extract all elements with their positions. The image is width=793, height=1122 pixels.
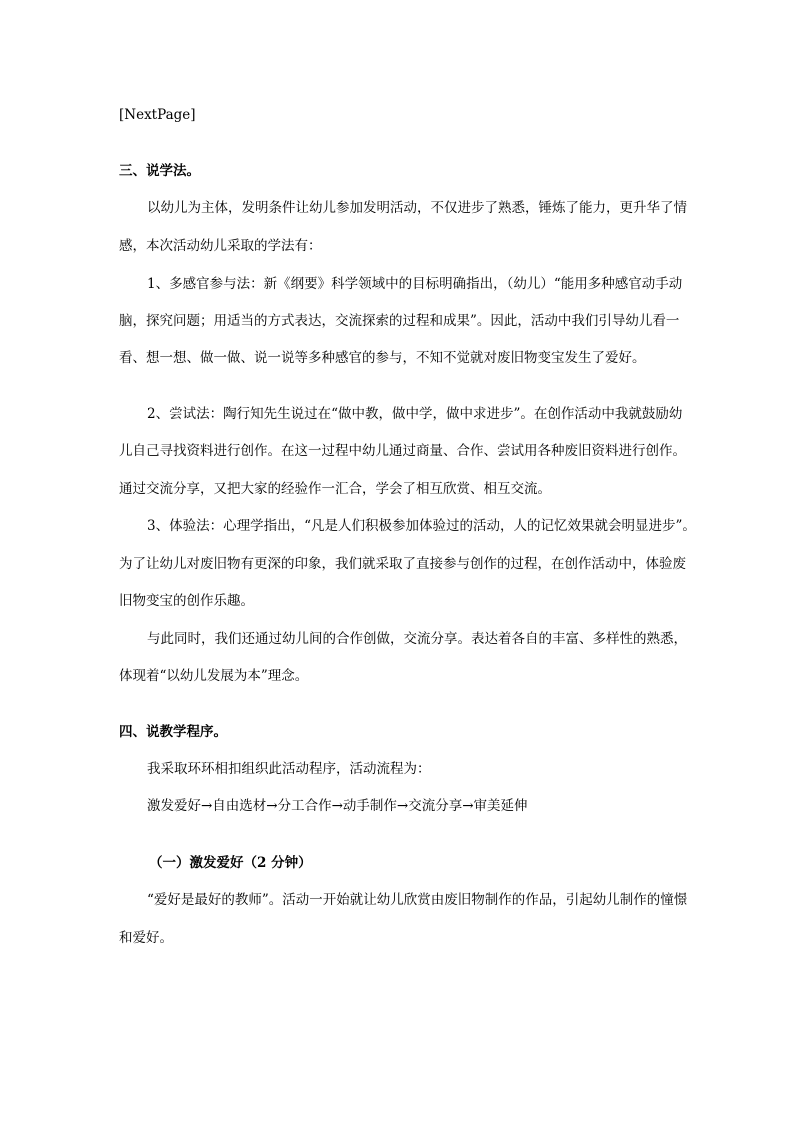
closing-line2: 体现着“以幼儿发展为本”理念。 xyxy=(119,668,309,684)
section3-intro-line1: 以幼儿为主体，发明条件让幼儿参加发明活动，不仅进步了熟悉，锤炼了能力，更升华了情 xyxy=(147,200,687,216)
step1-line1: “爱好是最好的教师”。活动一开始就让幼儿欣赏由废旧物制作的作品，引起幼儿制作的憧憬 xyxy=(147,892,688,908)
method1-line1: 1、多感官参与法：新《纲要》科学领域中的目标明确指出，（幼儿）“能用多种感官动手动 xyxy=(147,276,683,292)
method3-line2: 为了让幼儿对废旧物有更深的印象，我们就采取了直接参与创作的过程，在创作活动中，体验废 xyxy=(119,556,686,572)
method3-line1: 3、体验法：心理学指出，“凡是人们积极参加体验过的活动，人的记忆效果就会明显进步”。 xyxy=(147,518,696,534)
method2-line1: 2、尝试法：陶行知先生说过在“做中教，做中学，做中求进步”。在创作活动中我就鼓励幼 xyxy=(147,406,683,422)
step1-heading: （一）激发爱好（2 分钟） xyxy=(149,855,312,871)
section4-heading: 四、说教学程序。 xyxy=(119,724,227,740)
section4-intro: 我采取环环相扣组织此活动程序，活动流程为： xyxy=(147,761,431,777)
method1-line3: 看、想一想、做一做、说一说等多种感官的参与，不知不觉就对废旧物变宝发生了爱好。 xyxy=(119,350,646,366)
method1-line2: 脑，探究问题；用适当的方式表达，交流探索的过程和成果”。因此，活动中我们引导幼儿看一 xyxy=(119,313,680,329)
section3-heading: 三、说学法。 xyxy=(119,163,200,179)
activity-flow: 激发爱好→自由选材→分工合作→动手制作→交流分享→审美延伸 xyxy=(147,798,528,814)
method2-line2: 儿自己寻找资料进行创作。在这一过程中幼儿通过商量、合作、尝试用各种废旧资料进行创作。 xyxy=(119,443,686,459)
nextpage-marker: [NextPage] xyxy=(119,107,196,123)
method2-line3: 通过交流分享，又把大家的经验作一汇合，学会了相互欣赏、相互交流。 xyxy=(119,481,551,497)
method3-line3: 旧物变宝的创作乐趣。 xyxy=(119,593,254,609)
closing-line1: 与此同时，我们还通过幼儿间的合作创做，交流分享。表达着各自的丰富、多样性的熟悉， xyxy=(147,631,687,647)
step1-line2: 和爱好。 xyxy=(119,930,173,946)
section3-intro-line2: 感，本次活动幼儿采取的学法有： xyxy=(119,238,322,254)
